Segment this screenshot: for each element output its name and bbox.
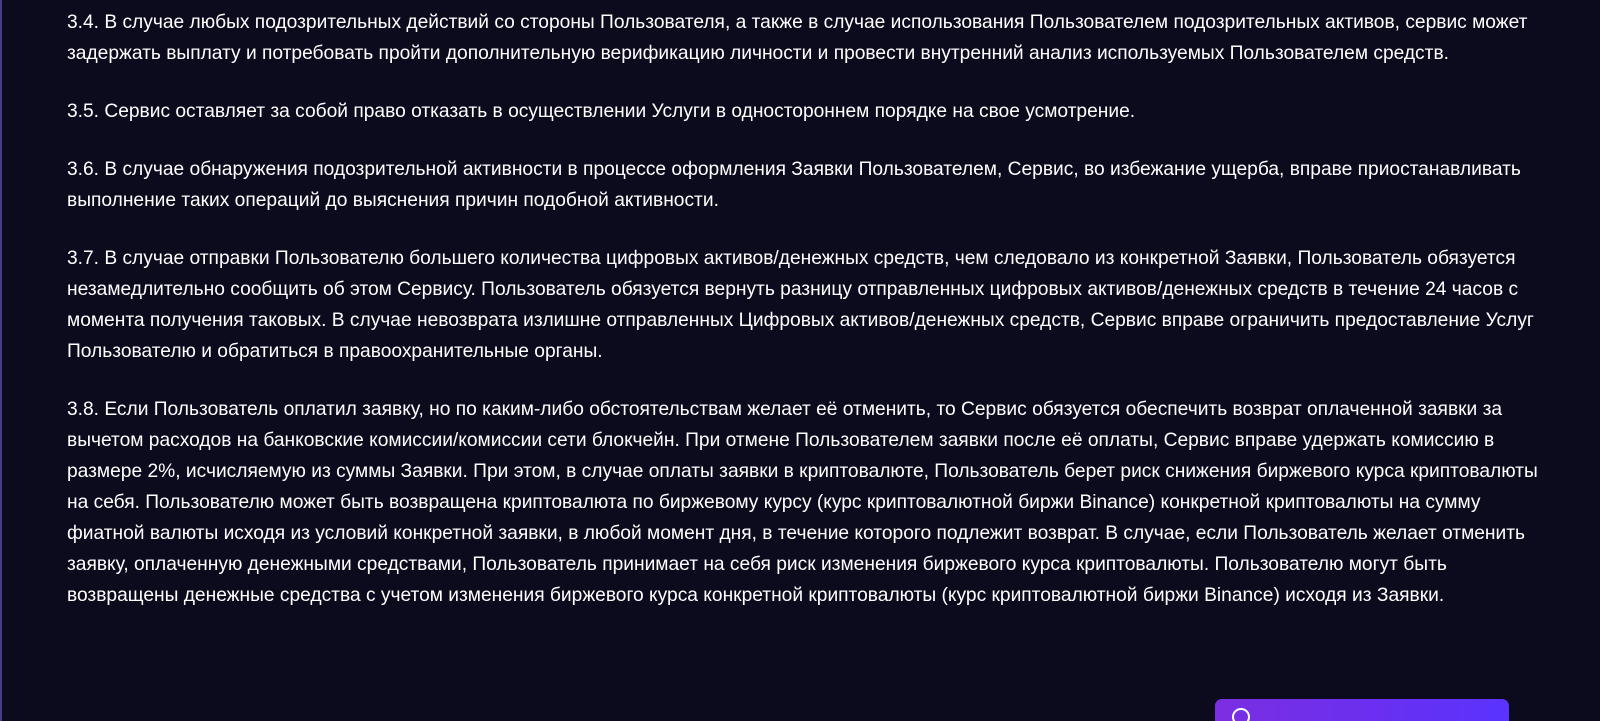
floating-action-button[interactable] (1215, 699, 1509, 721)
clause-3-6: 3.6. В случае обнаружения подозрительной активности в процессе оформления Заявки Пользователем, Сервис, во избежание ущерба, вправе приостанавливать выполнение таких операций до выяснения причин подобной активности. (67, 159, 1521, 211)
clause-3-7: 3.7. В случае отправки Пользователю большего количества цифровых активов/денежных средств, чем следовало из конкретной Заявки, Пользователь обязуется незамедлительно сообщить об этом Сервису. Пользователь обязуется вернуть разницу отправленных цифровых активов/денежных средств в течение 24 часов с момента получения таковых. В случае невозврата излишне отправленных Цифровых активов/денежных средств, Сервис вправе ограничить предоставление Услуг Пользователю и обратиться в правоохранительные органы. (67, 248, 1534, 362)
left-edge-divider (0, 0, 2, 721)
clause-3-8: 3.8. Если Пользователь оплатил заявку, но по каким-либо обстоятельствам желает её отменить, то Сервис обязуется обеспечить возврат оплаченной заявки за вычетом расходов на банковские комиссии/комиссии сети блокчейн. При отмене Пользователем заявки после её оплаты, Сервис вправе удержать комиссию в размере 2%, исчисляемую из суммы Заявки. При этом, в случае оплаты заявки в криптовалюте, Пользователь берет риск снижения биржевого курса криптовалюты на себя. Пользователю может быть возвращена криптовалюта по биржевому курсу (курс криптовалютной биржи Binance) конкретной криптовалюты на сумму фиатной валюты исходя из условий конкретной заявки, в любой момент дня, в течение которого подлежит возврат. В случае, если Пользователь желает отменить заявку, оплаченную денежными средствами, Пользователь принимает на себя риск изменения биржевого курса криптовалюты. Пользователю могут быть возвращены денежные средства с учетом изменения биржевого курса конкретной криптовалюты (курс криптовалютной биржи Binance) исходя из Заявки. (67, 399, 1538, 606)
circle-icon (1232, 708, 1250, 721)
clause-3-4: 3.4. В случае любых подозрительных действий со стороны Пользователя, а также в случае использования Пользователем подозрительных активов, сервис может задержать выплату и потребовать пройти дополнительную верификацию личности и провести внутренний анализ используемых Пользователем средств. (67, 12, 1528, 64)
terms-content (67, 7, 1547, 638)
clause-3-5: 3.5. Сервис оставляет за собой право отказать в осуществлении Услуги в одностороннем порядке на свое усмотрение. (67, 101, 1136, 122)
